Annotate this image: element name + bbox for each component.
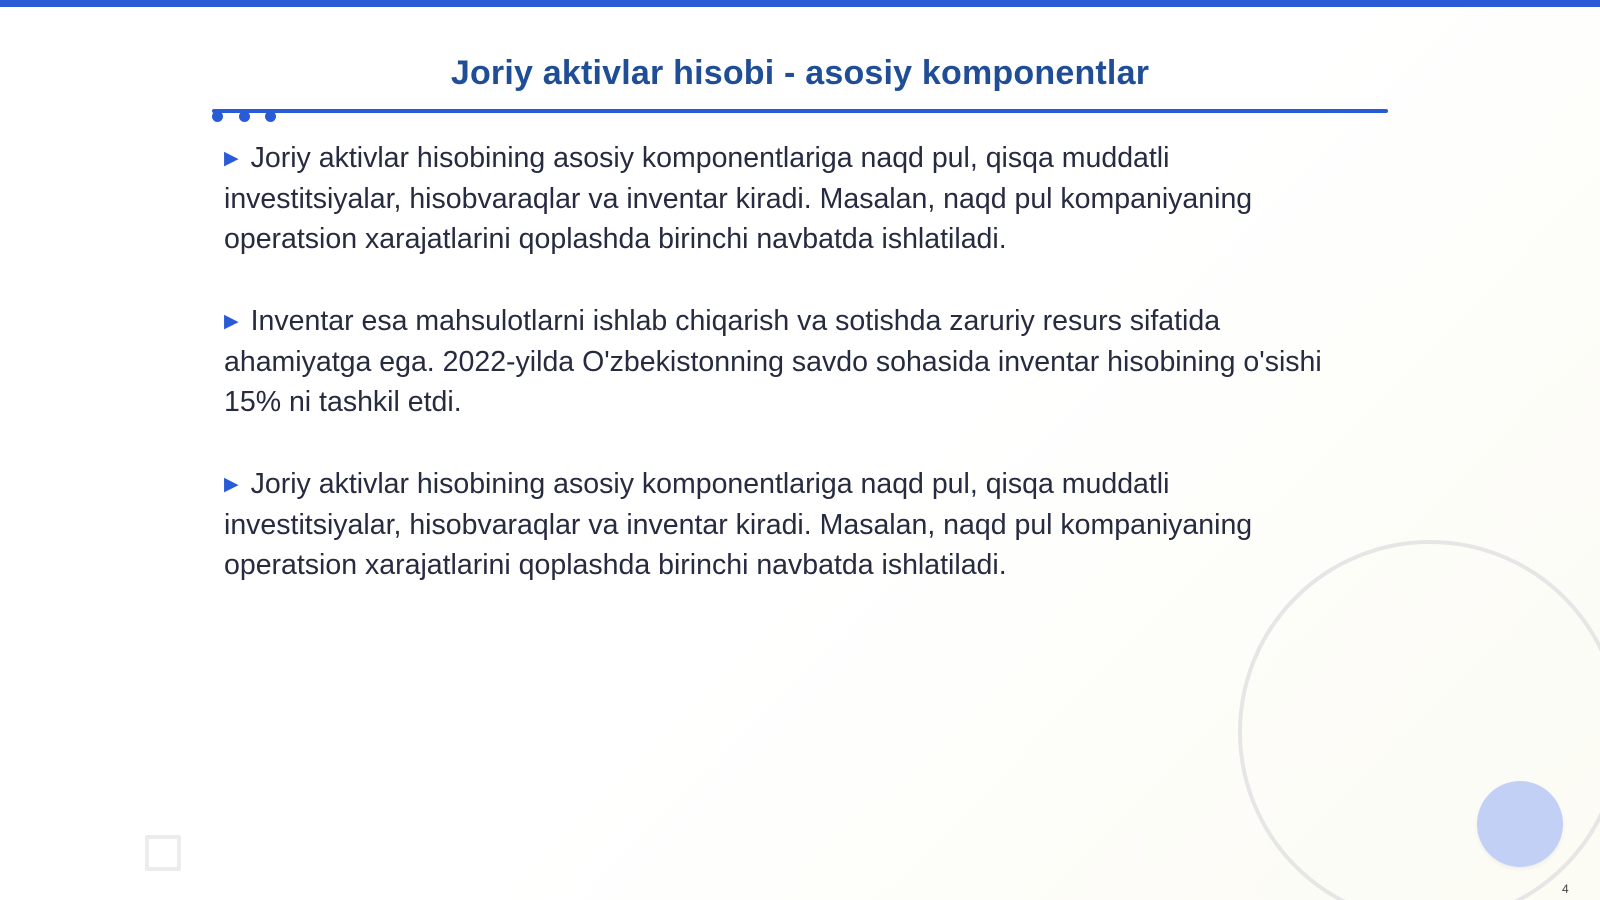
- bullet-text: Joriy aktivlar hisobining asosiy komponentlariga naqd pul, qisqa muddatli investitsiyalar, hisobvaraqlar va inventar kiradi. Masalan, naqd pul kompaniyaning operatsion xarajatlarini qoplashda birinchi navbatda ishlatiladi.: [224, 142, 1253, 255]
- bullet-text: Joriy aktivlar hisobining asosiy komponentlariga naqd pul, qisqa muddatli investitsiyalar, hisobvaraqlar va inventar kiradi. Masalan, naqd pul kompaniyaning operatsion xarajatlarini qoplashda birinchi navbatda ishlatiladi.: [224, 468, 1253, 581]
- bullet-text: Inventar esa mahsulotlarni ishlab chiqarish va sotishda zaruriy resurs sifatida ahamiyatga ega. 2022-yilda O'zbekistonning savdo sohasida inventar hisobining o'sishi 15% ni tashkil etdi.: [224, 305, 1322, 418]
- title-underline: [212, 109, 1388, 113]
- bullet-item: [224, 464, 1344, 585]
- slide-title: Joriy aktivlar hisobi - asosiy komponentlar: [450, 54, 1150, 92]
- decorative-dot: [265, 111, 276, 122]
- top-accent-bar: [0, 0, 1600, 7]
- page-number: 4: [1562, 882, 1569, 896]
- bullet-list: [224, 138, 1344, 627]
- triangle-bullet-icon: ▶: [224, 311, 239, 332]
- triangle-bullet-icon: ▶: [224, 148, 239, 169]
- bullet-item: [224, 138, 1344, 259]
- decorative-square: [145, 835, 181, 871]
- triangle-bullet-icon: ▶: [224, 474, 239, 495]
- decorative-circle: [1477, 781, 1563, 867]
- decorative-dot: [239, 111, 250, 122]
- decorative-dot: [212, 111, 223, 122]
- bullet-item: [224, 301, 1344, 422]
